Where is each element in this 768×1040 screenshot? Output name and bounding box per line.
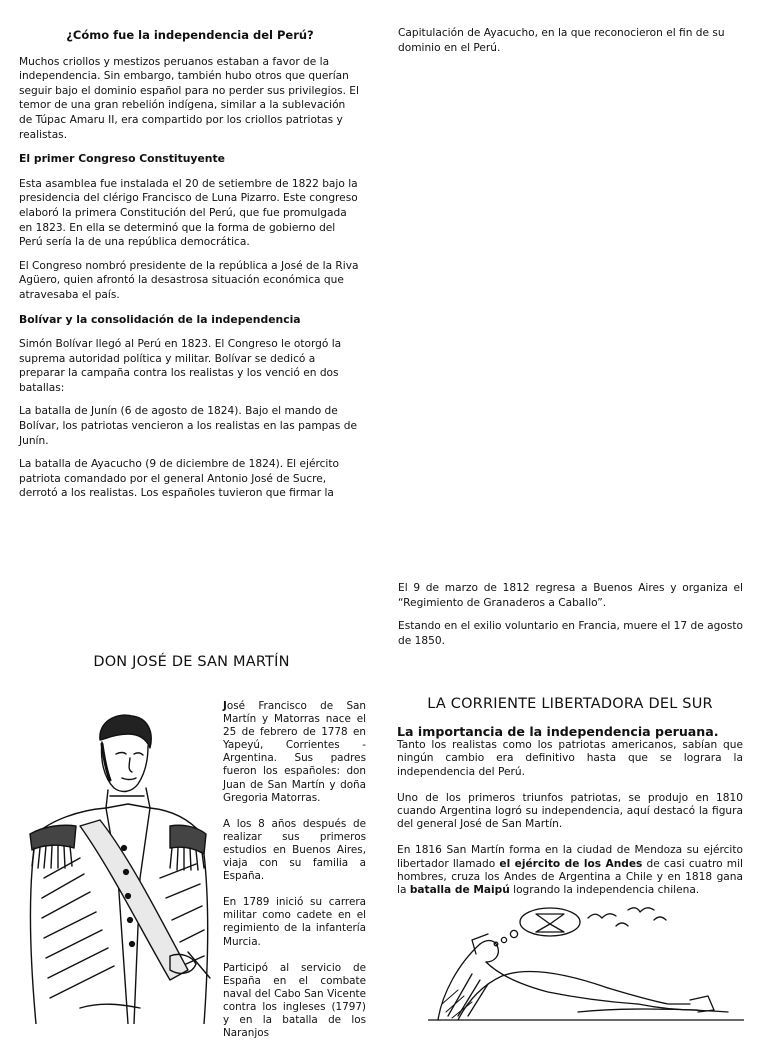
congreso-paragraph-1: Esta asamblea fue instalada el 20 de setiembre de 1822 bajo la presidencia del clérigo Francisco de Luna Pizarro. Este congreso elaboró la primera Constitución del Perú, que fue promulgada en 1823. En ella se determinó que la forma de gobierno del Perú sería la de una república democrática. [19,177,358,249]
batalla-maipu-bold: batalla de Maipú [409,884,510,897]
reclining-soldier-illustration [428,904,744,1024]
bio-paragraph-1 [223,700,366,805]
p3-text-a: En 1816 San Martín forma en la ciudad de Mendoza su ejército libertador llamado [397,844,743,870]
intro-paragraph: Muchos criollos y mestizos peruanos estaban a favor de la independencia. Sin embargo, también hubo otros que querían seguir bajo el dominio español para no perder sus privilegios. El temor de una gran rebelión indígena, similar a la sublevación de Túpac Amaru II, era compartido por los criollos patriotas y realistas. [19,55,359,141]
bio-paragraph-1-text: osé Francisco de San Martín y Matorras nace el 25 de febrero de 1778 en Yapeyú, Corrientes - Argentina. Sus padres fueron los españoles: don Juan de San Martín y doña Gregoria Matorras. [223,700,366,804]
corriente-paragraph-2: Uno de los primeros triunfos patriotas, se produjo en 1810 cuando Argentina logró su independencia, aquí destacó la figura del general José de San Martín. [397,791,743,831]
section-heading-congreso: El primer Congreso Constituyente [19,152,225,166]
congreso-paragraph-2: El Congreso nombró presidente de la república a José de la Riva Agüero, quien afrontó la desastrosa situación económica que atravesaba el país. [19,259,359,301]
san-martin-bio [223,700,366,1040]
p3-text-c: de casi cuatro mil hombres, cruza los Andes de Argentina a Chile y en 1818 gana la [397,857,743,897]
san-martin-title-block [19,655,364,670]
corriente-subtitle: La importancia de la independencia peruana. [397,723,719,739]
capitulacion-paragraph: Capitulación de Ayacucho, en la que reconocieron el fin de su dominio en el Perú. [398,27,725,54]
section-heading-bolivar: Bolívar y la consolidación de la independencia [19,312,301,326]
bio-paragraph-4: Participó al servicio de España en el combate naval del Cabo San Vicente contra los ingleses (1797) y en la batalla de los Naranjos [223,961,366,1040]
corriente-section [397,697,743,897]
san-martin-portrait [20,708,216,1024]
granaderos-paragraph: El 9 de marzo de 1812 regresa a Buenos Aires y organiza el “Regimiento de Granaderos a Caballo”. [398,582,743,609]
p3-text-e: logrando la independencia chilena. [509,884,700,897]
corriente-paragraph-3 [397,844,743,897]
ayacucho-paragraph: La batalla de Ayacucho (9 de diciembre de 1824). El ejército patriota comandado por el general Antonio José de Sucre, derrotó a los realistas. Los españoles tuvieron que firmar la [19,458,339,500]
corriente-paragraph-1: Tanto los realistas como los patriotas americanos, sabían que ningún cambio era definitivo hasta que se lograra la independencia del Perú. [397,739,743,778]
corriente-title: LA CORRIENTE LIBERTADORA DEL SUR [427,696,713,712]
right-top-column [398,26,743,55]
ejercito-andes-bold: el ejército de los Andes [499,857,643,870]
exilio-paragraph: Estando en el exilio voluntario en Francia, muere el 17 de agosto de 1850. [398,620,743,647]
san-martin-title: DON JOSÉ DE SAN MARTÍN [93,654,290,670]
page-title: ¿Cómo fue la independencia del Perú? [66,28,314,42]
bio-paragraph-2: A los 8 años después de realizar sus primeros estudios en Buenos Aires, viaja con su familia a España. [223,817,366,883]
bolivar-paragraph-1: Simón Bolívar llegó al Perú en 1823. El Congreso le otorgó la suprema autoridad política y militar. Bolívar se dedicó a preparar la campaña contra los realistas y los venció en dos batallas: [19,338,342,394]
bio-paragraph-3: En 1789 inició su carrera militar como cadete en el regimiento de la infantería Murcia. [223,896,366,948]
drop-letter: J [223,700,227,712]
right-mid-column [398,581,743,648]
junin-paragraph: La batalla de Junín (6 de agosto de 1824). Bajo el mando de Bolívar, los patriotas vencieron a los realistas en las pampas de Junín. [19,405,357,447]
left-column [19,28,361,501]
